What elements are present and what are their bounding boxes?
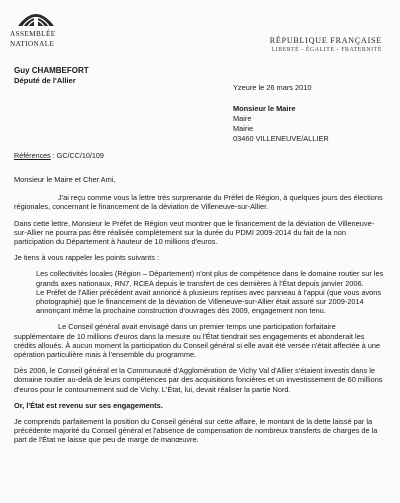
recipient-line4: 03460 VILLENEUVE/ALLIER bbox=[233, 134, 329, 143]
republic-motto: LIBERTÉ - ÉGALITÉ - FRATERNITÉ bbox=[271, 47, 382, 53]
paragraph-1: J'ai reçu comme vous la lettre très surprenante du Préfet de Région, à quelques jours des élections régionales, concernant le financement de la déviation de Villeneuve-sur-Allier. bbox=[14, 193, 383, 212]
sender-block bbox=[14, 66, 89, 86]
paragraph-5: Or, l'État est revenu sur ses engagements. bbox=[14, 400, 163, 410]
paragraph-2: Dans cette lettre, Monsieur le Préfet de Région veut montrer que le financement de la déviation de Villeneuve-sur-Allier ne pourra pas être réalisée complètement sur la durée du PDMI 2009-2014 du fait de la non participation du Département à hauteur de 10 millions d'euros. bbox=[14, 218, 375, 247]
assemblee-nationale-logo bbox=[10, 6, 80, 48]
republic-header bbox=[270, 36, 382, 53]
hemicycle-icon bbox=[16, 6, 56, 28]
paragraph-4: Dès 2006, le Conseil général et la Communauté d'Agglomération de Vichy Val d'Allier s'étaient investis dans le domaine routier au-delà de leurs compétences par des acquisitions foncières et un investissement de 60 millions d'euros pour le contournement sud de Vichy. L'État, lui, devait réaliser la partie Nord. bbox=[14, 366, 383, 394]
logo-text-line2: NATIONALE bbox=[10, 40, 55, 48]
paragraph-3: Je tiens à vous rappeler les points suivants : bbox=[14, 253, 160, 263]
salutation: Monsieur le Maire et Cher Ami, bbox=[14, 175, 116, 184]
letter-date: Yzeure le 26 mars 2010 bbox=[233, 83, 312, 92]
recipient-line3: Mairie bbox=[233, 124, 254, 133]
sender-name: Guy CHAMBEFORT bbox=[14, 66, 89, 75]
letter-body bbox=[14, 175, 386, 452]
bullet-item-1: Les collectivités locales (Région – Département) n'ont plus de compétence dans le domaine routier sur les grands axes nationaux, RN7, RCEA depuis le transfert de ces dernières à l'État depuis janvier 2006. bbox=[36, 269, 384, 288]
reference-line bbox=[14, 151, 104, 160]
paragraph-6: Je comprends parfaitement la position du Conseil général sur cette affaire, le montant de la dette laissé par la précédente majorité du Conseil général et l'absence de compensation de nombreux transferts de charges de la part de l'État ne laisse que peu de marge de manœuvre. bbox=[14, 417, 378, 445]
reference-value: : GC/CC/10/109 bbox=[50, 151, 104, 160]
republic-title: RÉPUBLIQUE FRANÇAISE bbox=[269, 36, 382, 45]
recipient-line2: Maire bbox=[233, 114, 252, 123]
paragraph-conseil-general: Le Conseil général avait envisagé dans un premier temps une participation forfaitaire supplémentaire de 10 millions d'euros dans la mesure ou l'État tiendrait ses engagements et abonderait les crédits alloués. À aucun moment la participation du Conseil général si elle avait été versée n'était affectée à une opération particulière mais à l'ensemble du programme. bbox=[14, 322, 381, 360]
bullet-list bbox=[36, 269, 386, 315]
sender-title: Député de l'Allier bbox=[14, 76, 76, 85]
recipient-name: Monsieur le Maire bbox=[233, 104, 296, 113]
reference-label: Références bbox=[14, 151, 51, 160]
logo-text-line1: ASSEMBLÉE bbox=[10, 30, 56, 38]
recipient-block bbox=[233, 104, 329, 144]
bullet-item-2: Le Préfet de l'Allier précédent avait annoncé à plusieurs reprises avec panneau à l'appui (que vous avons photographié) que le financement de la déviation de Villeneuve-sur-Allier était assuré sur 2009-2014 annonçant même la prochaine construction d'ouvrages dès 2009, engagement non tenu. bbox=[36, 287, 382, 316]
